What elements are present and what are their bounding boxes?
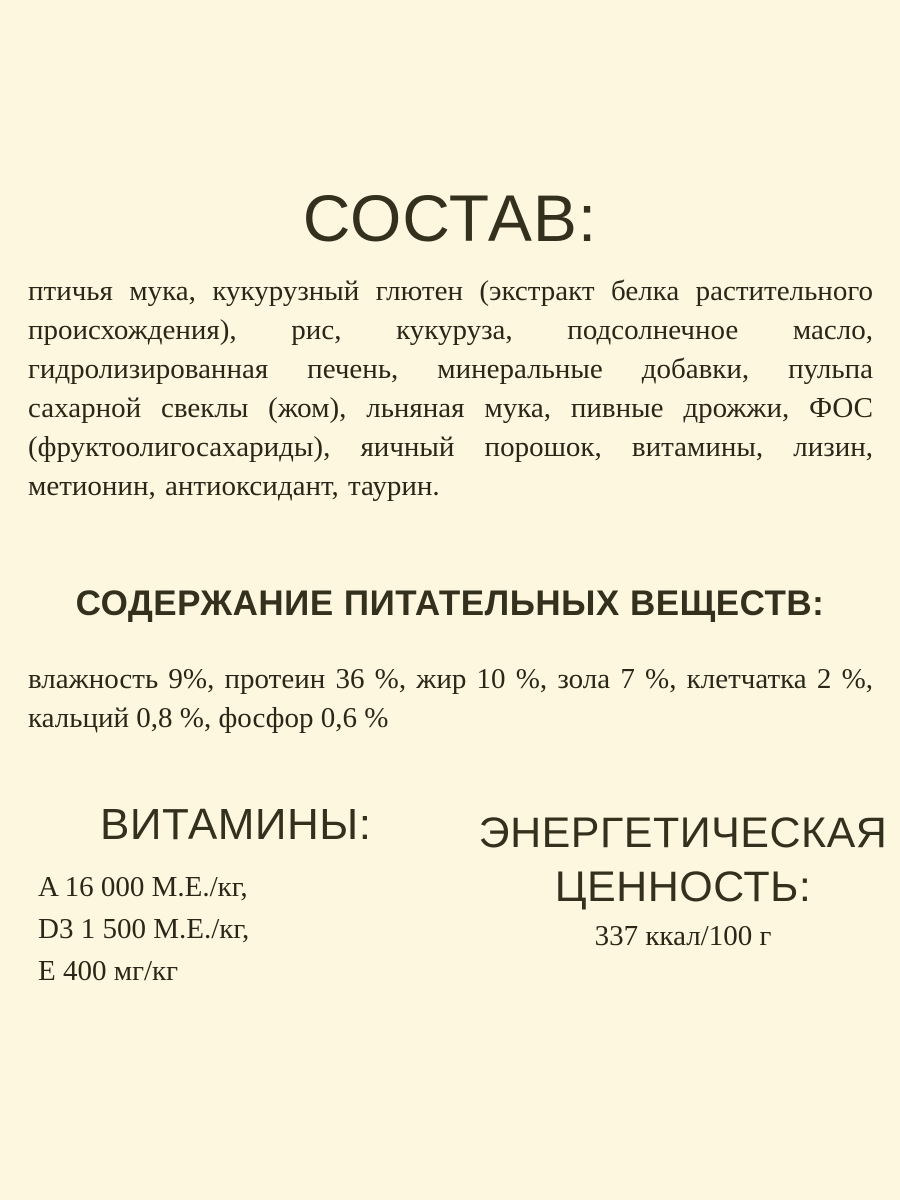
energy-title-line1: ЭНЕРГЕТИЧЕСКАЯ: [478, 809, 888, 857]
composition-text: птичья мука, кукурузный глютен (экстракт белка растительного происхождения), рис, кукуруза, подсолнечное масло, гидролизированная печень, минеральные добавки, пульпа сахарной свеклы (жом), льняная мука, пивные дрожжи, ФОС (фруктоолигосахариды), яичный порошок, витамины, лизин, метионин, антиоксидант, таурин.: [28, 275, 873, 502]
vitamin-e: E 400 мг/кг: [38, 955, 179, 987]
energy-title-line2: ЦЕННОСТЬ:: [554, 863, 812, 911]
vitamin-d3: D3 1 500 М.Е./кг,: [38, 913, 250, 945]
vitamins-title: ВИТАМИНЫ:: [100, 800, 372, 849]
composition-title: СОСТАВ:: [302, 181, 598, 255]
vitamin-a: A 16 000 М.Е./кг,: [38, 871, 248, 903]
energy-title: [478, 806, 888, 914]
vitamins-list: [38, 866, 418, 992]
nutrients-title: СОДЕРЖАНИЕ ПИТАТЕЛЬНЫХ ВЕЩЕСТВ:: [75, 584, 825, 623]
energy-value: 337 ккал/100 г: [594, 920, 772, 952]
nutrients-text: влажность 9%, протеин 36 %, жир 10 %, зола 7 %, клетчатка 2 %, кальций 0,8 %, фосфор 0,6 %: [28, 663, 873, 734]
